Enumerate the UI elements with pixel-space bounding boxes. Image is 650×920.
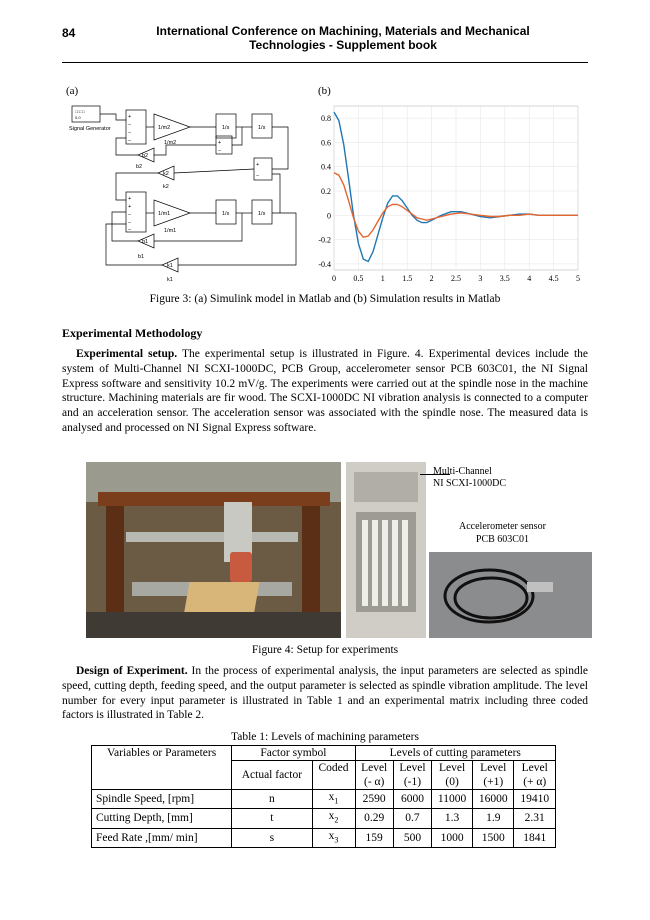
level-header-bottom: (0) bbox=[445, 776, 459, 788]
y-tick-label: -0.4 bbox=[318, 259, 331, 269]
gain-b1: b1 bbox=[142, 239, 149, 245]
svg-text:−: − bbox=[128, 212, 132, 218]
row-actual-factor: t bbox=[232, 809, 312, 828]
coded-symbol: x bbox=[328, 810, 335, 823]
header-level-2 bbox=[432, 761, 473, 790]
cnc-machine-photo bbox=[86, 462, 341, 638]
header-level-1 bbox=[393, 761, 431, 790]
paragraph-experimental-setup bbox=[62, 347, 588, 436]
svg-text:+: + bbox=[128, 196, 132, 202]
coded-symbol: x bbox=[328, 829, 335, 842]
daq-chassis-photo bbox=[346, 462, 426, 638]
row-level-value: 2590 bbox=[355, 790, 393, 809]
header-actual-factor: Actual factor bbox=[232, 761, 312, 790]
gain-k1-caption: k1 bbox=[167, 277, 173, 283]
row-level-value: 1841 bbox=[514, 828, 556, 847]
figure3b-label: (b) bbox=[318, 85, 331, 97]
svg-text:−: − bbox=[256, 173, 260, 179]
svg-text:0.0: 0.0 bbox=[75, 115, 81, 120]
gain-b1-caption: b1 bbox=[138, 254, 145, 260]
level-header-top: Level bbox=[521, 762, 548, 774]
callout-daq-line1: Multi-Channel bbox=[433, 466, 492, 477]
header-level-3 bbox=[473, 761, 514, 790]
figure3a-label: (a) bbox=[66, 85, 79, 97]
gain-1-m1-caption: 1/m1 bbox=[164, 228, 177, 234]
row-coded-factor bbox=[312, 790, 355, 809]
level-header-bottom: (+1) bbox=[483, 776, 504, 788]
row-level-value: 2.31 bbox=[514, 809, 556, 828]
paragraph-body: The experimental setup is illustrated in Figure. 4. Experimental devices include the system of Multi-Channel NI SCXI-1000DC, PCB Group, accelerometer sensor PCB 603C01, the NI Signal Express software and sensitivity 10.2 mV/g. The experiments were carried out at the spindle nose in the machine structure. Machining materials are fir wood. The SCXI-1000DC NI vibration analysis is connected to a computer and an acceleration sensor. The acceleration sensor was associated with the spindle nose. The measured data is analysed and processed on NI Signal Express software. bbox=[62, 348, 588, 434]
row-level-value: 0.7 bbox=[393, 809, 431, 828]
svg-text:+: + bbox=[128, 204, 132, 210]
header-rule bbox=[62, 62, 588, 63]
row-level-value: 1000 bbox=[432, 828, 473, 847]
signal-generator-label: Signal Generator bbox=[69, 126, 111, 132]
row-parameter-name: Spindle Speed, [rpm] bbox=[92, 790, 232, 809]
coded-subscript: 2 bbox=[334, 815, 339, 825]
x-tick-label: 4.5 bbox=[548, 274, 559, 283]
y-tick-label: 0.8 bbox=[321, 114, 331, 124]
svg-text:−: − bbox=[128, 130, 132, 136]
row-coded-factor bbox=[312, 828, 355, 847]
gain-1-m2-caption: 1/m2 bbox=[164, 140, 177, 146]
row-level-value: 0.29 bbox=[355, 809, 393, 828]
level-header-bottom: (- α) bbox=[363, 776, 385, 788]
row-level-value: 6000 bbox=[393, 790, 431, 809]
figure3-caption: Figure 3: (a) Simulink model in Matlab and (b) Simulation results in Matlab bbox=[149, 293, 501, 305]
simulation-results-chart bbox=[310, 100, 592, 286]
svg-text:−: − bbox=[128, 138, 132, 144]
row-level-value: 11000 bbox=[432, 790, 473, 809]
integrator-2: 1/s bbox=[258, 125, 266, 131]
y-tick-label: 0 bbox=[327, 211, 331, 221]
row-level-value: 19410 bbox=[514, 790, 556, 809]
level-header-top: Level bbox=[480, 762, 507, 774]
header-coded: Coded bbox=[312, 761, 355, 790]
callout-sensor-line2: PCB 603C01 bbox=[475, 534, 529, 545]
x-tick-label: 1 bbox=[380, 274, 385, 283]
table-row bbox=[92, 790, 556, 809]
figure4-caption: Figure 4: Setup for experiments bbox=[251, 644, 399, 656]
simulink-model-diagram bbox=[66, 100, 306, 286]
svg-text:□□□□: □□□□ bbox=[75, 109, 85, 114]
row-level-value: 16000 bbox=[473, 790, 514, 809]
row-level-value: 1.9 bbox=[473, 809, 514, 828]
gain-k1: k1 bbox=[167, 263, 173, 269]
page-number: 84 bbox=[62, 26, 76, 40]
x-tick-label: 1.5 bbox=[402, 274, 413, 283]
coded-subscript: 1 bbox=[334, 796, 339, 806]
row-parameter-name: Feed Rate ,[mm/ min] bbox=[92, 828, 232, 847]
x-tick-label: 0.5 bbox=[353, 274, 364, 283]
x-tick-label: 0 bbox=[332, 274, 336, 283]
x-tick-label: 4 bbox=[527, 274, 532, 283]
level-header-top: Level bbox=[399, 762, 426, 774]
svg-text:−: − bbox=[128, 227, 132, 233]
header-levels: Levels of cutting parameters bbox=[355, 746, 555, 761]
coded-subscript: 3 bbox=[334, 834, 339, 844]
running-header-title: International Conference on Machining, Materials and Mechanical Technologies - Supplement book bbox=[156, 24, 530, 52]
paragraph-lead: Design of Experiment. bbox=[76, 665, 188, 677]
x-tick-label: 3 bbox=[478, 274, 483, 283]
row-coded-factor bbox=[312, 809, 355, 828]
table-row bbox=[92, 828, 556, 847]
x-tick-label: 2 bbox=[429, 274, 434, 283]
gain-k2: k2 bbox=[163, 171, 169, 177]
svg-text:−: − bbox=[218, 148, 222, 154]
svg-text:−: − bbox=[128, 220, 132, 226]
level-header-bottom: (+ α) bbox=[523, 776, 547, 788]
header-variables: Variables or Parameters bbox=[92, 746, 232, 790]
y-tick-label: 0.2 bbox=[321, 187, 331, 197]
table-row bbox=[92, 809, 556, 828]
svg-text:+: + bbox=[128, 114, 132, 120]
callout-daq bbox=[433, 466, 506, 490]
x-tick-label: 5 bbox=[576, 274, 580, 283]
row-actual-factor: s bbox=[232, 828, 312, 847]
row-level-value: 1500 bbox=[473, 828, 514, 847]
header-factor-symbol: Factor symbol bbox=[232, 746, 355, 761]
level-header-top: Level bbox=[361, 762, 388, 774]
callout-daq-line2: NI SCXI-1000DC bbox=[433, 478, 507, 489]
integrator-1: 1/s bbox=[222, 125, 230, 131]
gain-k2-caption: k2 bbox=[163, 184, 169, 190]
row-level-value: 500 bbox=[393, 828, 431, 847]
row-actual-factor: n bbox=[232, 790, 312, 809]
y-tick-label: -0.2 bbox=[318, 235, 331, 245]
integrator-4: 1/s bbox=[258, 211, 266, 217]
paragraph-lead: Experimental setup. bbox=[76, 348, 178, 360]
level-header-bottom: (-1) bbox=[403, 776, 422, 788]
section-title: Experimental Methodology bbox=[62, 326, 203, 340]
accelerometer-photo bbox=[429, 462, 592, 638]
integrator-3: 1/s bbox=[222, 211, 230, 217]
level-header-top: Level bbox=[438, 762, 466, 774]
gain-b2: b2 bbox=[142, 153, 149, 159]
levels-table bbox=[91, 745, 556, 848]
paragraph-body: In the process of experimental analysis, the input parameters are selected as spindle speed, cutting depth, feeding speed, and the output parameter is selected as spindle vibration amplitude. The level number for every input parameter is illustrated in Table 1 and an experimental matrix including three coded factors is illustrated in Table 2. bbox=[62, 665, 589, 722]
paragraph-design-of-experiment bbox=[62, 664, 588, 723]
coded-symbol: x bbox=[328, 791, 335, 803]
row-level-value: 1.3 bbox=[432, 809, 473, 828]
y-tick-label: 0.6 bbox=[321, 138, 331, 148]
svg-text:+: + bbox=[256, 162, 260, 168]
callout-sensor bbox=[459, 520, 546, 546]
x-tick-label: 3.5 bbox=[499, 274, 510, 283]
sensor-cable-icon bbox=[429, 552, 592, 638]
table1-caption: Table 1: Levels of machining parameters bbox=[231, 731, 419, 743]
x-tick-label: 2.5 bbox=[451, 274, 461, 283]
svg-text:−: − bbox=[128, 122, 132, 128]
row-parameter-name: Cutting Depth, [mm] bbox=[92, 809, 232, 828]
gain-1-m2: 1/m2 bbox=[158, 125, 171, 131]
header-level-0 bbox=[355, 761, 393, 790]
svg-text:+: + bbox=[218, 140, 222, 146]
y-tick-label: 0.4 bbox=[321, 162, 331, 172]
callout-daq-pointer bbox=[420, 474, 450, 475]
gain-1-m1: 1/m1 bbox=[158, 211, 171, 217]
row-level-value: 159 bbox=[355, 828, 393, 847]
gain-b2-caption: b2 bbox=[136, 164, 143, 170]
callout-sensor-line1: Accelerometer sensor bbox=[459, 521, 546, 532]
header-level-4 bbox=[514, 761, 556, 790]
